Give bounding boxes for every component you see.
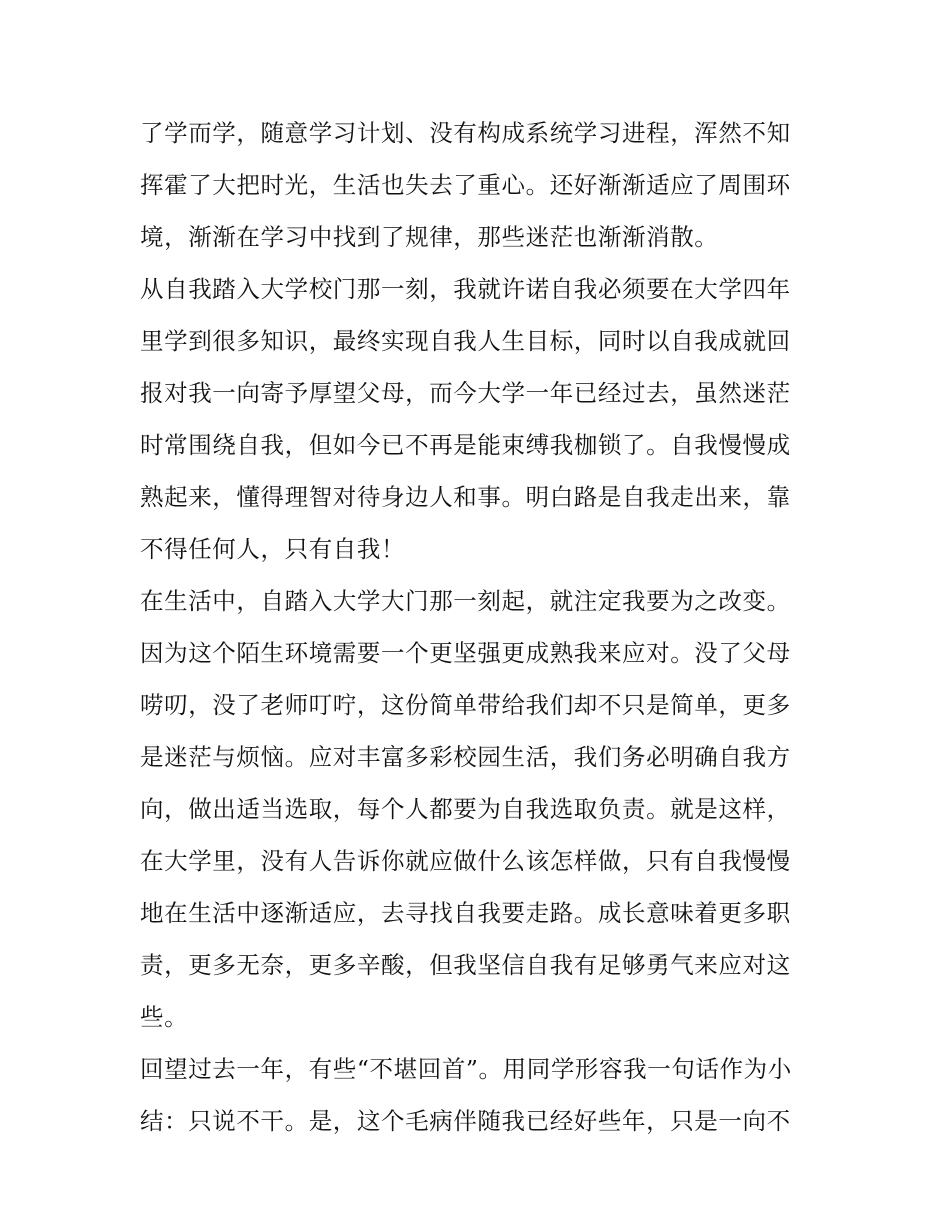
text-line: 报对我一向寄予厚望父母，而今大学一年已经过去，虽然迷茫	[140, 379, 791, 407]
text-line: 在生活中，自踏入大学大门那一刻起，就注定我要为之改变。	[140, 587, 791, 615]
paragraph	[140, 1043, 820, 1147]
text-line: 了学而学，随意学习计划、没有构成系统学习进程，浑然不知	[140, 119, 791, 147]
text-line: 时常围绕自我，但如今已不再是能束缚我枷锁了。自我慢慢成	[140, 431, 791, 459]
paragraph	[140, 107, 820, 263]
text-line: 向，做出适当选取，每个人都要为自我选取负责。就是这样，	[140, 795, 791, 823]
text-line: 境，渐渐在学习中找到了规律，那些迷茫也渐渐消散。	[140, 223, 719, 251]
text-line: 从自我踏入大学校门那一刻，我就许诺自我必须要在大学四年	[140, 275, 791, 303]
text-line: 地在生活中逐渐适应，去寻找自我要走路。成长意味着更多职	[140, 899, 791, 927]
paragraph	[140, 263, 820, 575]
text-line: 些。	[140, 1003, 189, 1031]
text-line: 在大学里，没有人告诉你就应做什么该怎样做，只有自我慢慢	[140, 847, 791, 875]
text-line: 责，更多无奈，更多辛酸，但我坚信自我有足够勇气来应对这	[140, 951, 791, 979]
text-line: 因为这个陌生环境需要一个更坚强更成熟我来应对。没了父母	[140, 639, 791, 667]
paragraph	[140, 575, 820, 1043]
text-line: 回望过去一年，有些“不堪回首”。用同学形容我一句话作为小	[140, 1055, 792, 1083]
document-body	[140, 107, 820, 1147]
text-line: 结：只说不干。是，这个毛病伴随我已经好些年，只是一向不	[140, 1107, 791, 1135]
text-line: 不得任何人，只有自我！	[140, 535, 406, 563]
text-line: 挥霍了大把时光，生活也失去了重心。还好渐渐适应了周围环	[140, 171, 791, 199]
text-line: 熟起来，懂得理智对待身边人和事。明白路是自我走出来，靠	[140, 483, 791, 511]
text-line: 是迷茫与烦恼。应对丰富多彩校园生活，我们务必明确自我方	[140, 743, 791, 771]
text-line: 唠叨，没了老师叮咛，这份简单带给我们却不只是简单，更多	[140, 691, 791, 719]
text-line: 里学到很多知识，最终实现自我人生目标，同时以自我成就回	[140, 327, 791, 355]
